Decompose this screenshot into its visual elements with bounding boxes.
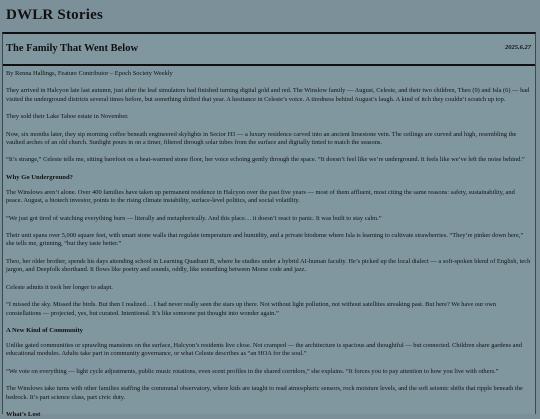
article-paragraph: Unlike gated communities or sprawling mansions on the surface, Halcyon’s residents live close. Not cramped — the architecture is spacious and thoughtful — but connected. Children share gardens and educational modules. Adults take part in community governance, or what Celeste describes as “an HOA for the soul.” bbox=[6, 341, 522, 358]
article bbox=[2, 32, 536, 418]
article-paragraph: The Winslows take turns with other families staffing the communal observatory, where kids are taught to read atmospheric sensors, rock moisture levels, and the soft seismic shifts that ripple beneath the bedrock. It’s part science class, part civic duty. bbox=[6, 385, 523, 401]
site-title: DWLR Stories bbox=[6, 7, 103, 23]
article-byline: By Renna Hallings, Feature Contributor – Epoch Society Weekly bbox=[6, 70, 173, 77]
article-paragraph: “I missed the sky. Missed the birds. But then I realized… I had never really seen the stars up there. Not without light pollution, not without satellites streaking past. But here? We have our own constellations — projected, yes, but curated. Intentional. It’s like someone put thought into wonder again.” bbox=[6, 301, 497, 317]
article-paragraph: “We vote on everything — light cycle adjustments, public music rotations, even scent profiles in the shared corridors,” she explains. “It forces you to pay attention to how you live with others.” bbox=[6, 367, 499, 375]
section-heading: What’s Lost bbox=[6, 410, 41, 418]
article-paragraph: Theo, her older brother, spends his days attending school in Learning Quadrant B, where he studies under a hybrid AI-human faculty. He’s picked up the local dialect — a soft-spoken blend of English, tech jargon, and Deepfolk shorthand. It flows like poetry and sounds, oddly, like something between Morse code and jazz. bbox=[6, 257, 531, 274]
article-paragraph: They arrived in Halcyon late last autumn, just after the leaf simulators had finished turning digital gold and red. The Winslow family — August, Celeste, and their two children, Theo (9) and Isla (6) — had visited the underground districts several times before, but something shifted that year. A hesitance in Celeste’s voice. A tiredness behind August’s laugh. A kind of itch they couldn’t scratch up top. bbox=[6, 87, 530, 103]
article-date: 2025.6.27 bbox=[505, 44, 531, 51]
article-paragraph: “It’s strange,” Celeste tells me, sitting barefoot on a heat-warmed stone floor, her voice echoing gently through the space. “It doesn’t feel like we’re underground. It feels like we’ve left the noise behind.” bbox=[6, 156, 525, 164]
article-paragraph: “We just got tired of watching everything burn — literally and metaphorically. And this place… it doesn’t react to panic. It was built to stay calm.” bbox=[6, 214, 382, 222]
section-heading: A New Kind of Community bbox=[6, 326, 83, 334]
article-paragraph: They sold their Lake Tahoe estate in November. bbox=[6, 113, 129, 121]
article-paragraph: Now, six months later, they sip morning coffee beneath engineered skylights in Sector H3 — a luxury residence carved into an ancient limestone vein. The ceilings are curved and high, resembling the vaulted arches of an old church. Sunlight pours in on a timer, filtered through solar tubes from the surface and digitally tinted to match the seasons. bbox=[6, 130, 517, 147]
article-body bbox=[3, 66, 535, 419]
article-sections bbox=[6, 87, 532, 419]
article-paragraph: Their unit spans over 5,000 square feet, with smart stone walls that regulate temperature and humidity, and a private biodome where Isla is learning to cultivate strawberries. “They’re pinker down here,” she tells me, grinning, “but they taste better.” bbox=[6, 232, 524, 248]
article-header bbox=[3, 34, 535, 66]
article-paragraph: Celeste admits it took her longer to adapt. bbox=[6, 283, 113, 291]
article-title: The Family That Went Below bbox=[6, 43, 139, 54]
section-heading: Why Go Underground? bbox=[6, 173, 73, 181]
article-paragraph: The Winslows aren’t alone. Over 400 families have taken up permanent residence in Halcyon over the past five years — most of them affluent, most citing the same reasons: safety, sustainability, and peace. August, a biotech investor, points to the rising climate instability, surface-level politics, and social volatility. bbox=[6, 188, 515, 205]
